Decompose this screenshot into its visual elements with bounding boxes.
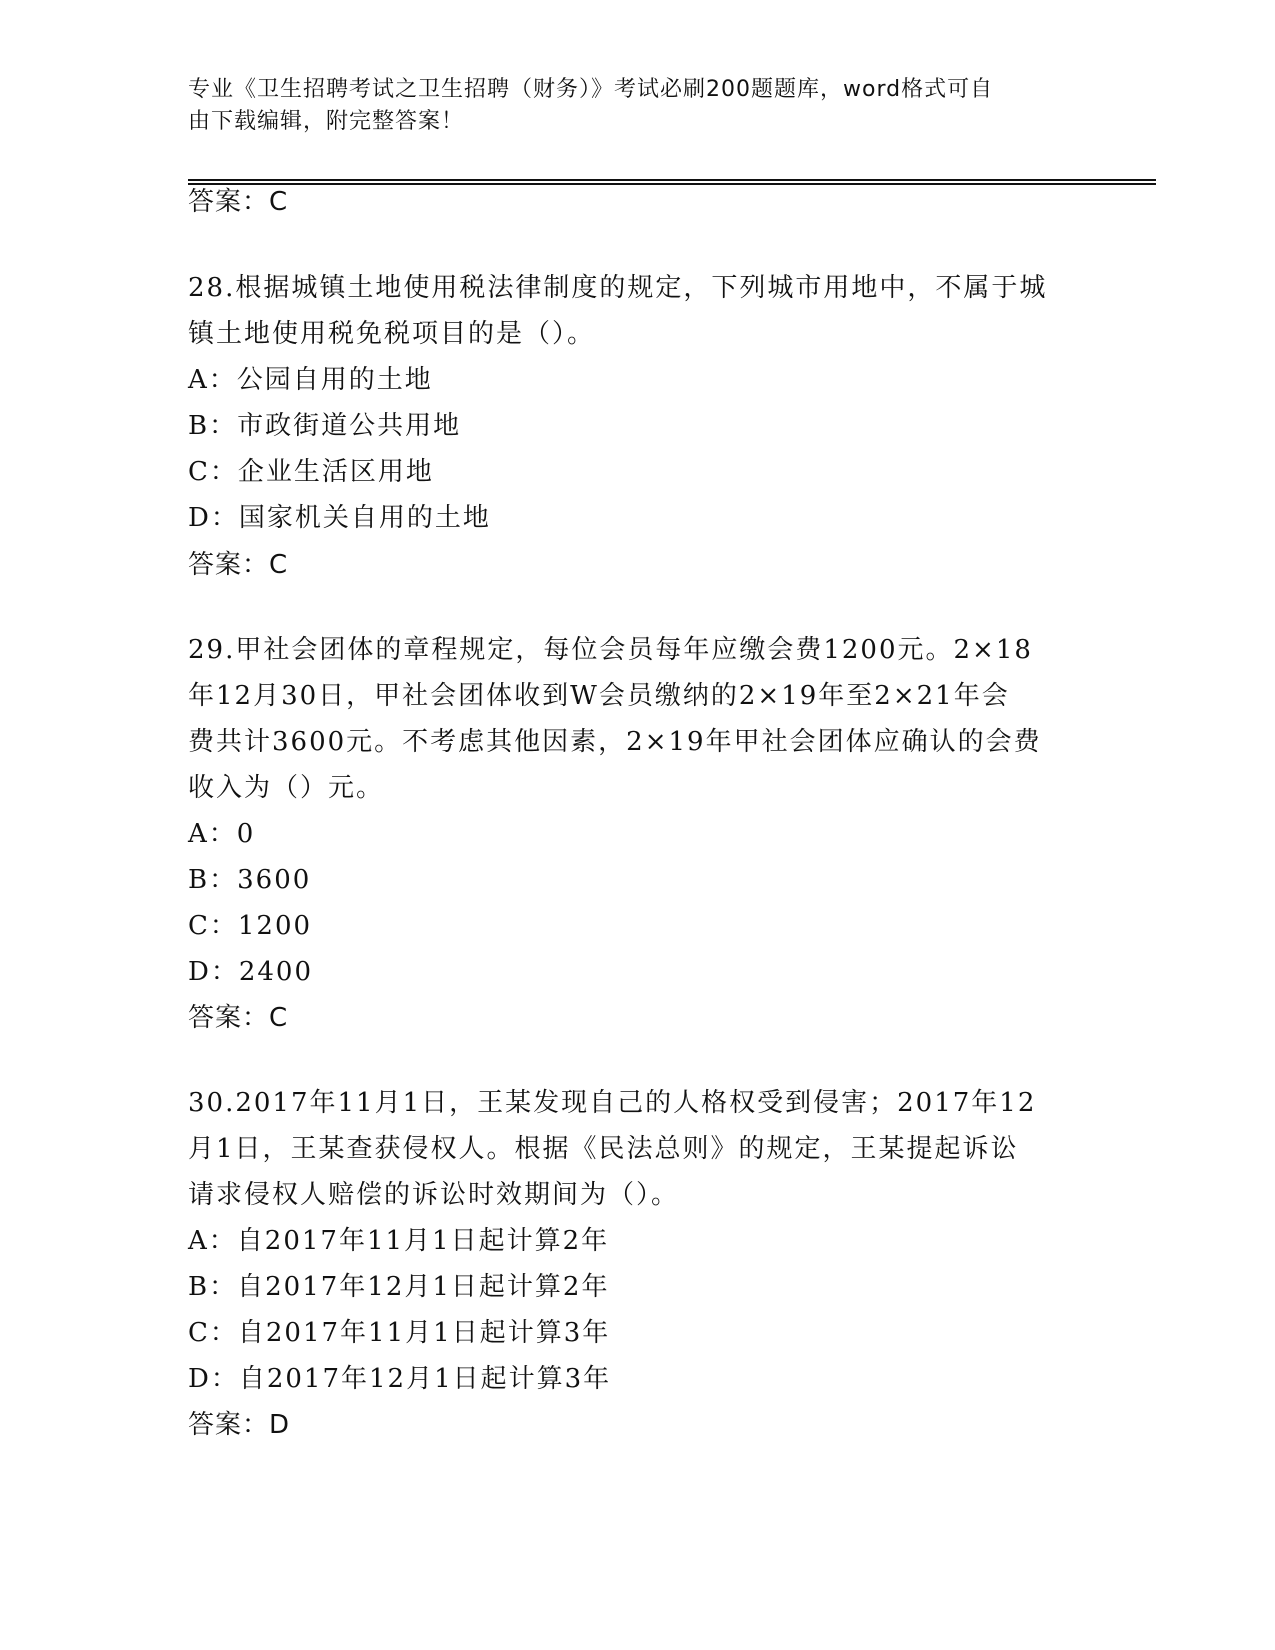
question-28 — [188, 265, 1088, 541]
header-line-2: 由下载编辑，附完整答案！ — [188, 109, 465, 134]
header-divider-bottom — [188, 183, 1156, 185]
option-d: D：自2017年12月1日起计算3年 — [188, 1364, 612, 1394]
question-stem-line: 请求侵权人赔偿的诉讼时效期间为（）。 — [188, 1180, 680, 1210]
option-d: D：国家机关自用的土地 — [188, 503, 491, 533]
question-stem-line: 收入为（）元。 — [188, 773, 385, 803]
header-divider-top — [188, 179, 1156, 181]
answer-29: 答案：C — [188, 1003, 289, 1033]
option-b: B：3600 — [188, 865, 312, 895]
option-a: A：自2017年11月1日起计算2年 — [188, 1226, 610, 1256]
question-29 — [188, 627, 1088, 995]
option-c: C：企业生活区用地 — [188, 457, 434, 487]
question-stem-line: 28.根据城镇土地使用税法律制度的规定，下列城市用地中，不属于城 — [188, 273, 1048, 303]
answer-28: 答案：C — [188, 550, 289, 580]
option-a: A：0 — [188, 819, 256, 849]
question-stem-line: 月1日，王某查获侵权人。根据《民法总则》的规定，王某提起诉讼 — [188, 1134, 1019, 1164]
document-header — [188, 74, 1068, 138]
question-stem-line: 年12月30日，甲社会团体收到W会员缴纳的2×19年至2×21年会 — [188, 681, 1010, 711]
header-line-1: 专业《卫生招聘考试之卫生招聘（财务）》考试必刷200题题库，word格式可自 — [188, 77, 994, 102]
option-d: D：2400 — [188, 957, 314, 987]
answer-27: 答案：C — [188, 187, 289, 217]
question-30 — [188, 1080, 1088, 1402]
answer-30: 答案：D — [188, 1410, 291, 1440]
question-stem-line: 费共计3600元。不考虑其他因素，2×19年甲社会团体应确认的会费 — [188, 727, 1042, 757]
question-stem-line: 30.2017年11月1日，王某发现自己的人格权受到侵害；2017年12 — [188, 1088, 1037, 1118]
option-c: C：自2017年11月1日起计算3年 — [188, 1318, 611, 1348]
question-stem-line: 镇土地使用税免税项目的是（）。 — [188, 319, 596, 349]
option-b: B：自2017年12月1日起计算2年 — [188, 1272, 610, 1302]
option-c: C：1200 — [188, 911, 313, 941]
option-b: B：市政街道公共用地 — [188, 411, 462, 441]
question-stem-line: 29.甲社会团体的章程规定，每位会员每年应缴会费1200元。2×18 — [188, 635, 1033, 665]
option-a: A：公园自用的土地 — [188, 365, 433, 395]
